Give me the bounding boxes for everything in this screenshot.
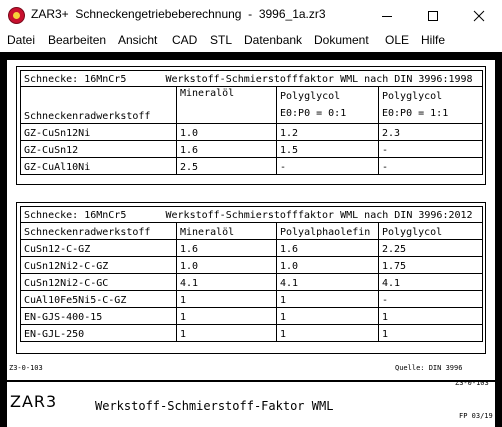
table-row [21,274,483,291]
source-note: Quelle: DIN 3996 [395,364,463,372]
brand-label: ZAR3 [10,392,58,411]
app-name: ZAR3+ [31,7,69,21]
header-label: Schneckenradwerkstoff [24,111,151,122]
table2-standard: Werkstoff-Schmierstofffaktor WML nach DIN 3996:2012 [165,210,473,221]
drawing-sheet [7,60,495,380]
header-sublabel: E0:P0 = 1:1 [382,108,449,119]
table-cell: EN-GJL-250 [21,325,177,342]
minimize-icon [381,10,393,22]
table-cell: - [379,141,483,158]
table1-worm: Schnecke: 16MnCr5 [24,74,127,85]
table-cell: 1 [379,308,483,325]
table-row [21,124,483,141]
menu-ansicht[interactable]: Ansicht [118,33,158,47]
title-block [7,379,495,427]
table2-worm: Schnecke: 16MnCr5 [24,210,127,221]
table-cell: 1 [177,308,277,325]
file-name: 3996_1a.zr3 [258,7,326,21]
table1-header-pg01 [277,87,379,124]
table-cell: 2.3 [379,124,483,141]
title-bar [0,0,502,31]
table-cell: 1.5 [277,141,379,158]
menu-hilfe[interactable]: Hilfe [421,33,446,47]
app-subtitle: Schneckengetriebeberechnung [75,7,242,21]
table-cell: EN-GJS-400-15 [21,308,177,325]
table1-header-material [21,87,177,124]
table2-header-material: Schneckenradwerkstoff [21,223,177,240]
table2-title-cell [21,207,483,223]
table-cell: - [379,291,483,308]
table-row [21,291,483,308]
table2-header-pao: Polyalphaolefin [277,223,379,240]
table1 [20,70,483,175]
table-cell: 4.1 [379,274,483,291]
table-row [21,141,483,158]
table2-title-row [21,207,483,223]
table-row [21,308,483,325]
close-icon [473,10,485,22]
sheet-ref: Z3-0-103 [9,364,43,372]
menu-datenbank[interactable]: Datenbank [244,33,303,47]
maximize-icon [427,10,439,22]
drawing-code: FP 03/19 [459,412,493,420]
table-row [21,158,483,175]
table-cell: 1.0 [177,124,277,141]
table2 [20,206,483,342]
table-cell: 1.0 [177,257,277,274]
table1-title-row [21,71,483,87]
table-cell: CuSn12-C-GZ [21,240,177,257]
table-cell: CuAl10Fe5Ni5-C-GZ [21,291,177,308]
minimize-button[interactable] [364,0,410,31]
window-title [31,7,326,21]
menu-dokument[interactable]: Dokument [314,33,369,47]
table-cell: 1.6 [277,240,379,257]
close-button[interactable] [456,0,502,31]
table2-header-row [21,223,483,240]
table-cell: - [277,158,379,175]
table-cell: 1 [277,325,379,342]
table-cell: - [379,158,483,175]
table1-standard: Werkstoff-Schmierstofffaktor WML nach DIN 3996:1998 [165,74,473,85]
app-icon[interactable] [8,7,25,24]
maximize-button[interactable] [410,0,456,31]
table-cell: 1.2 [277,124,379,141]
table1-header-mineral [177,87,277,124]
table-row [21,240,483,257]
header-label: Polyglycol [382,91,443,102]
table-cell: 1.75 [379,257,483,274]
table-cell: 1 [277,308,379,325]
menu-cad[interactable]: CAD [172,33,198,47]
table-cell: 1 [379,325,483,342]
table-cell: 1 [177,291,277,308]
table-cell: 1.0 [277,257,379,274]
menu-ole[interactable]: OLE [385,33,410,47]
menu-bearbeiten[interactable]: Bearbeiten [48,33,107,47]
table-cell: 2.5 [177,158,277,175]
table-cell: GZ-CuSn12Ni [21,124,177,141]
table-cell: GZ-CuSn12 [21,141,177,158]
menu-bar [0,31,502,51]
table1-title-cell [21,71,483,87]
menu-stl[interactable]: STL [210,33,233,47]
table-cell: CuSn12Ni2-C-GC [21,274,177,291]
table-row [21,325,483,342]
header-sublabel: E0:P0 = 0:1 [280,108,347,119]
drawing-area[interactable] [0,52,502,427]
table-cell: 4.1 [277,274,379,291]
header-label: Mineralöl [180,88,235,99]
table-cell: 4.1 [177,274,277,291]
table1-header-pg11 [379,87,483,124]
table-row [21,257,483,274]
table-cell: 1.6 [177,141,277,158]
titleblock-ref: Z3-0-103 [455,379,489,387]
drawing-title: Werkstoff-Schmierstoff-Faktor WML [95,399,334,413]
table-cell: CuSn12Ni2-C-GZ [21,257,177,274]
title-separator: - [248,7,253,21]
table-cell: 1.6 [177,240,277,257]
table-cell: GZ-CuAl10Ni [21,158,177,175]
menu-datei[interactable]: Datei [7,33,36,47]
table-cell: 1 [177,325,277,342]
table2-header-pg: Polyglycol [379,223,483,240]
table-cell: 1 [277,291,379,308]
table1-header-row [21,87,483,124]
table2-header-mineral: Mineralöl [177,223,277,240]
header-label: Polyglycol [280,91,341,102]
table-cell: 2.25 [379,240,483,257]
